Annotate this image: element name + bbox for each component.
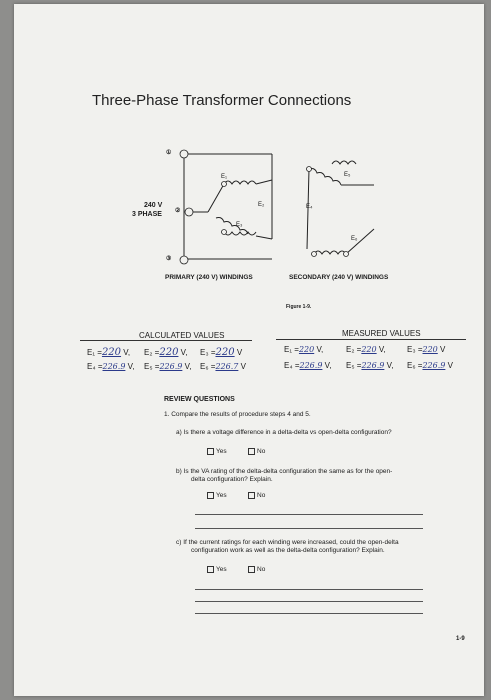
yes-checkbox[interactable] bbox=[207, 566, 214, 573]
secondary-windings-caption: SECONDARY (240 V) WINDINGS bbox=[289, 274, 389, 281]
node-2-label: ② bbox=[175, 208, 181, 214]
question-1c-no: No bbox=[248, 566, 265, 573]
no-checkbox[interactable] bbox=[248, 448, 255, 455]
measured-divider bbox=[276, 339, 466, 340]
answer-line[interactable] bbox=[195, 514, 423, 515]
calc-e1: E₁ =220 V, bbox=[87, 347, 131, 358]
question-1c-yes: Yes bbox=[207, 566, 227, 573]
primary-windings-caption: PRIMARY (240 V) WINDINGS bbox=[165, 274, 253, 281]
page-number: 1-9 bbox=[456, 636, 465, 642]
answer-line[interactable] bbox=[195, 601, 423, 602]
question-1a-yes: Yes bbox=[207, 448, 227, 455]
question-1c-line2: configuration work as well as the delta-delta configuration? Explain. bbox=[191, 547, 385, 554]
question-1a-no: No bbox=[248, 448, 265, 455]
question-1b-line1: b) Is the VA rating of the delta-delta configuration the same as for the open- bbox=[176, 468, 393, 475]
meas-e6: E₆ =226.9 V bbox=[407, 361, 453, 370]
figure-label: Figure 1-9. bbox=[286, 304, 312, 310]
question-1c-line1: c) If the current ratings for each winding were increased, could the open-delta bbox=[176, 539, 399, 546]
meas-e1: E₁ =220 V, bbox=[284, 345, 324, 354]
e6-label: E₆ bbox=[351, 236, 358, 242]
calc-e2: E₂ =220 V, bbox=[144, 347, 188, 358]
page-title: Three-Phase Transformer Connections bbox=[92, 92, 352, 109]
answer-line[interactable] bbox=[195, 589, 423, 590]
answer-line[interactable] bbox=[195, 613, 423, 614]
calc-e6: E₆ =226.7 V bbox=[200, 362, 246, 371]
e4-label: E₄ bbox=[306, 204, 313, 210]
document-page bbox=[14, 4, 484, 696]
question-1b-line2: delta configuration? Explain. bbox=[191, 476, 273, 483]
e3-label: E₃ bbox=[236, 222, 243, 228]
meas-e2: E₂ =220 V, bbox=[346, 345, 386, 354]
meas-e5: E₅ =226.9 V, bbox=[346, 361, 394, 370]
question-1b-no: No bbox=[248, 492, 265, 499]
input-phase-label: 3 PHASE bbox=[132, 211, 162, 218]
e2-label: E₂ bbox=[258, 202, 265, 208]
no-checkbox[interactable] bbox=[248, 566, 255, 573]
node-3-label: ③ bbox=[166, 256, 172, 262]
node-1-label: ① bbox=[166, 150, 172, 156]
question-1a: a) Is there a voltage difference in a delta-delta vs open-delta configuration? bbox=[176, 429, 392, 436]
meas-e3: E₃ =220 V bbox=[407, 345, 446, 354]
review-questions-header: REVIEW QUESTIONS bbox=[164, 396, 235, 403]
yes-checkbox[interactable] bbox=[207, 492, 214, 499]
calculated-divider bbox=[80, 340, 252, 341]
e1-label: E₁ bbox=[221, 174, 228, 180]
meas-e4: E₄ =226.9 V, bbox=[284, 361, 332, 370]
input-voltage-label: 240 V bbox=[144, 202, 163, 209]
calc-e4: E₄ =226.9 V, bbox=[87, 362, 135, 371]
e5-label: E₅ bbox=[344, 172, 351, 178]
question-1: 1. Compare the results of procedure steps 4 and 5. bbox=[164, 411, 311, 418]
measured-values-header: MEASURED VALUES bbox=[342, 329, 421, 338]
answer-line[interactable] bbox=[195, 528, 423, 529]
transformer-diagram bbox=[14, 4, 484, 304]
yes-checkbox[interactable] bbox=[207, 448, 214, 455]
calc-e5: E₅ =226.9 V, bbox=[144, 362, 192, 371]
calculated-values-header: CALCULATED VALUES bbox=[139, 331, 225, 340]
question-1b-yes: Yes bbox=[207, 492, 227, 499]
no-checkbox[interactable] bbox=[248, 492, 255, 499]
calc-e3: E₃ =220 V bbox=[200, 347, 243, 358]
